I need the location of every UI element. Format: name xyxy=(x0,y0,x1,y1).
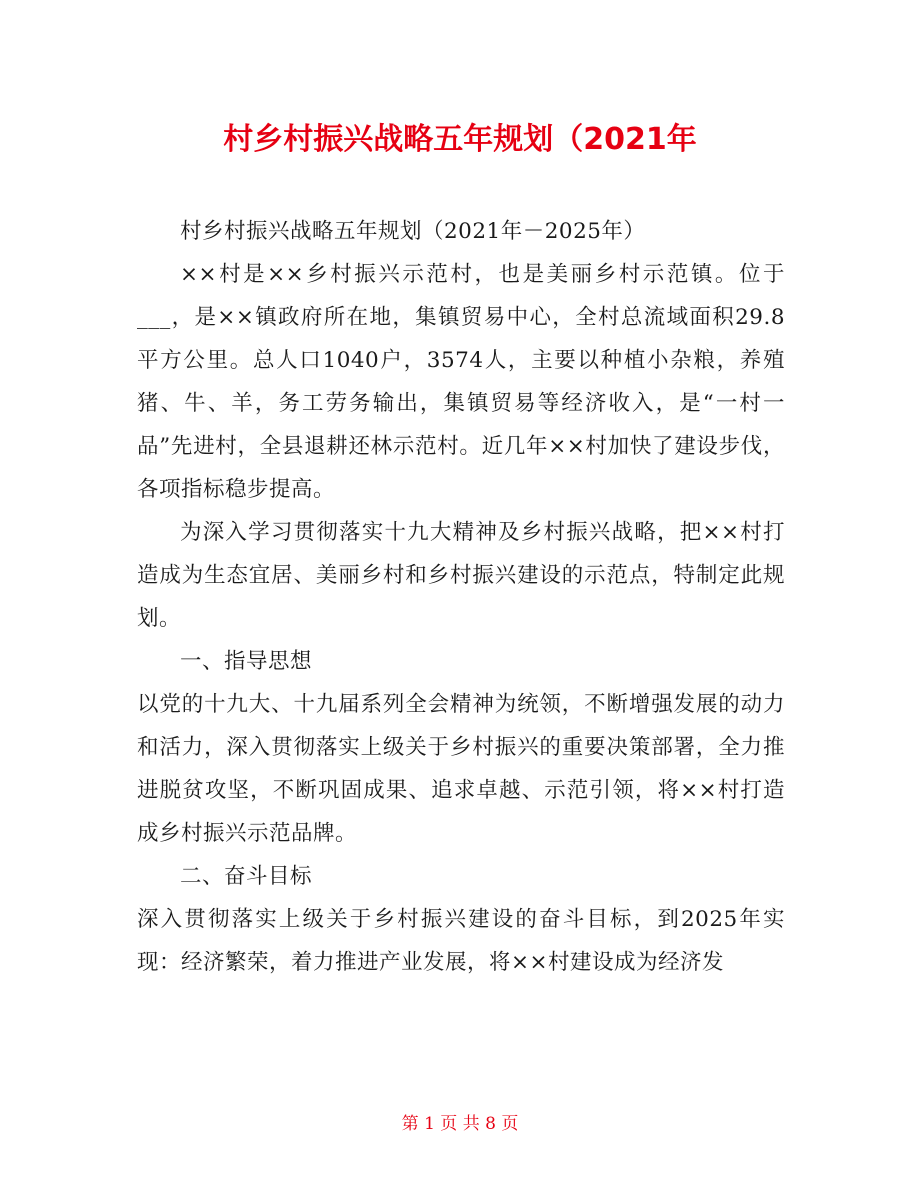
paragraph-goals: 深入贯彻落实上级关于乡村振兴建设的奋斗目标，到2025年实现：经济繁荣，着力推进产业发展，将××村建设成为经济发 xyxy=(137,907,785,975)
section-heading-goals: 二、奋斗目标 xyxy=(180,864,313,889)
paragraph-intro: ××村是××乡村振兴示范村，也是美丽乡村示范镇。位于___，是××镇政府所在地，集镇贸易中心，全村总流域面积29.8平方公里。总人口1040户，3574人，主要以种植小杂粮，养殖猪、牛、羊，务工劳务输出，集镇贸易等经济收入，是“一村一品”先进村，全县退耕还林示范村。近几年××村加快了建设步伐，各项指标稳步提高。 xyxy=(137,262,785,502)
page-number-footer: 第 1 页 共 8 页 xyxy=(401,1114,519,1134)
document-body xyxy=(137,210,785,984)
document-title: 村乡村振兴战略五年规划（2021年 xyxy=(223,122,697,157)
paragraph-guiding-ideology: 以党的十九大、十九届系列全会精神为统领，不断增强发展的动力和活力，深入贯彻落实上级关于乡村振兴的重要决策部署，全力推进脱贫攻坚，不断巩固成果、追求卓越、示范引领，将××村打造成乡村振兴示范品牌。 xyxy=(137,692,785,846)
section-heading-guiding-ideology: 一、指导思想 xyxy=(180,649,313,674)
paragraph-purpose: 为深入学习贯彻落实十九大精神及乡村振兴战略，把××村打造成为生态宜居、美丽乡村和乡村振兴建设的示范点，特制定此规划。 xyxy=(137,520,785,631)
paragraph-subtitle: 村乡村振兴战略五年规划（2021年－2025年） xyxy=(180,219,646,244)
